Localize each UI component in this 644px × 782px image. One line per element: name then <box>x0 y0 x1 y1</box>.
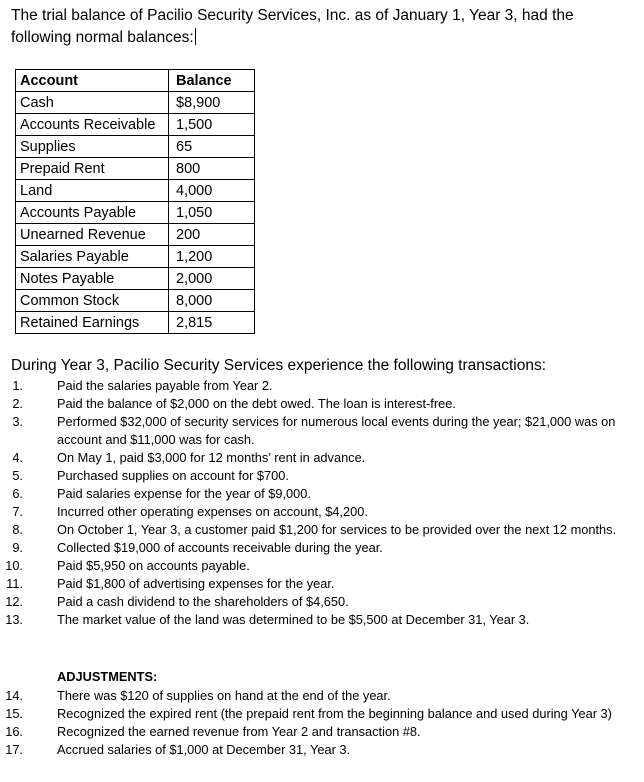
account-cell: Notes Payable <box>16 268 169 290</box>
item-text: Performed $32,000 of security services for numerous local events during the year; $21,000 was on account and $11,000 was for cash. <box>57 414 616 447</box>
item-text: Paid the balance of $2,000 on the debt owed. The loan is interest-free. <box>57 396 456 411</box>
item-number: 9. <box>12 540 23 555</box>
item-number: 5. <box>12 468 23 483</box>
account-cell: Prepaid Rent <box>16 158 169 180</box>
table-row <box>16 114 255 136</box>
item-number: 11. <box>6 576 23 591</box>
balance-cell: 2,815 <box>169 312 255 334</box>
balance-cell: 4,000 <box>169 180 255 202</box>
item-number: 4. <box>12 450 23 465</box>
adjustments-list <box>0 687 644 759</box>
item-text: Paid a cash dividend to the shareholders of $4,650. <box>57 594 349 609</box>
item-number: 14. <box>5 688 23 703</box>
item-number: 10. <box>5 558 23 573</box>
list-item <box>0 723 617 741</box>
balance-cell: $8,900 <box>169 92 255 114</box>
item-number: 16. <box>5 724 23 739</box>
list-item <box>0 557 617 575</box>
list-item <box>0 377 617 395</box>
item-text: Recognized the earned revenue from Year 2 and transaction #8. <box>57 724 421 739</box>
list-item <box>0 503 617 521</box>
list-item <box>0 687 617 705</box>
table-row <box>16 202 255 224</box>
item-text: There was $120 of supplies on hand at the end of the year. <box>57 688 391 703</box>
item-number: 7. <box>12 504 23 519</box>
item-text: Paid the salaries payable from Year 2. <box>57 378 273 393</box>
list-item <box>0 449 617 467</box>
balance-cell: 1,500 <box>169 114 255 136</box>
list-item <box>0 593 617 611</box>
account-cell: Land <box>16 180 169 202</box>
text-cursor <box>195 28 196 45</box>
list-item <box>0 485 617 503</box>
list-item <box>0 395 617 413</box>
header-balance: Balance <box>169 70 255 92</box>
item-text: On May 1, paid $3,000 for 12 months’ rent in advance. <box>57 450 366 465</box>
transactions-list <box>0 377 644 629</box>
balance-cell: 1,050 <box>169 202 255 224</box>
item-text: Paid $1,800 of advertising expenses for the year. <box>57 576 335 591</box>
item-text: On October 1, Year 3, a customer paid $1,200 for services to be provided over the next 12 months. <box>57 522 617 537</box>
table-header-row <box>16 70 255 92</box>
list-item <box>0 521 617 539</box>
item-number: 13. <box>5 612 23 627</box>
balance-cell: 200 <box>169 224 255 246</box>
balance-cell: 65 <box>169 136 255 158</box>
table-row <box>16 224 255 246</box>
balance-cell: 800 <box>169 158 255 180</box>
item-number: 17. <box>5 742 23 757</box>
item-text: Incurred other operating expenses on account, $4,200. <box>57 504 368 519</box>
item-number: 3. <box>12 414 23 429</box>
list-item <box>0 575 617 593</box>
adjustments-heading: ADJUSTMENTS: <box>57 669 158 684</box>
intro-text: The trial balance of Pacilio Security Services, Inc. as of January 1, Year 3, had the following normal balances: <box>11 7 574 46</box>
table-row <box>16 290 255 312</box>
account-cell: Accounts Receivable <box>16 114 169 136</box>
table-row <box>16 136 255 158</box>
account-cell: Cash <box>16 92 169 114</box>
item-text: Paid salaries expense for the year of $9,000. <box>57 486 311 501</box>
account-cell: Common Stock <box>16 290 169 312</box>
item-text: Collected $19,000 of accounts receivable during the year. <box>57 540 383 555</box>
item-number: 15. <box>5 706 23 721</box>
account-cell: Retained Earnings <box>16 312 169 334</box>
table-row <box>16 312 255 334</box>
balance-cell: 2,000 <box>169 268 255 290</box>
trial-balance-table <box>15 69 255 334</box>
item-number: 6. <box>12 486 23 501</box>
list-item <box>0 539 617 557</box>
item-text: Purchased supplies on account for $700. <box>57 468 289 483</box>
table-row <box>16 246 255 268</box>
list-item <box>0 467 617 485</box>
table-row <box>16 268 255 290</box>
account-cell: Supplies <box>16 136 169 158</box>
list-item <box>0 741 617 759</box>
header-account: Account <box>16 70 169 92</box>
table-row <box>16 92 255 114</box>
item-number: 2. <box>12 396 23 411</box>
intro-paragraph <box>11 5 631 49</box>
list-item <box>0 413 617 449</box>
item-text: Paid $5,950 on accounts payable. <box>57 558 250 573</box>
table-row <box>16 158 255 180</box>
item-number: 8. <box>12 522 23 537</box>
account-cell: Unearned Revenue <box>16 224 169 246</box>
transactions-heading: During Year 3, Pacilio Security Services experience the following transactions: <box>11 357 547 374</box>
item-number: 1. <box>12 378 23 393</box>
item-text: The market value of the land was determined to be $5,500 at December 31, Year 3. <box>57 612 530 627</box>
account-cell: Salaries Payable <box>16 246 169 268</box>
item-text: Accrued salaries of $1,000 at December 31, Year 3. <box>57 742 351 757</box>
list-item <box>0 705 617 723</box>
account-cell: Accounts Payable <box>16 202 169 224</box>
balance-cell: 1,200 <box>169 246 255 268</box>
item-number: 12. <box>5 594 23 609</box>
list-item <box>0 611 617 629</box>
item-text: Recognized the expired rent (the prepaid rent from the beginning balance and used during Year 3) <box>57 706 612 721</box>
table-row <box>16 180 255 202</box>
balance-cell: 8,000 <box>169 290 255 312</box>
